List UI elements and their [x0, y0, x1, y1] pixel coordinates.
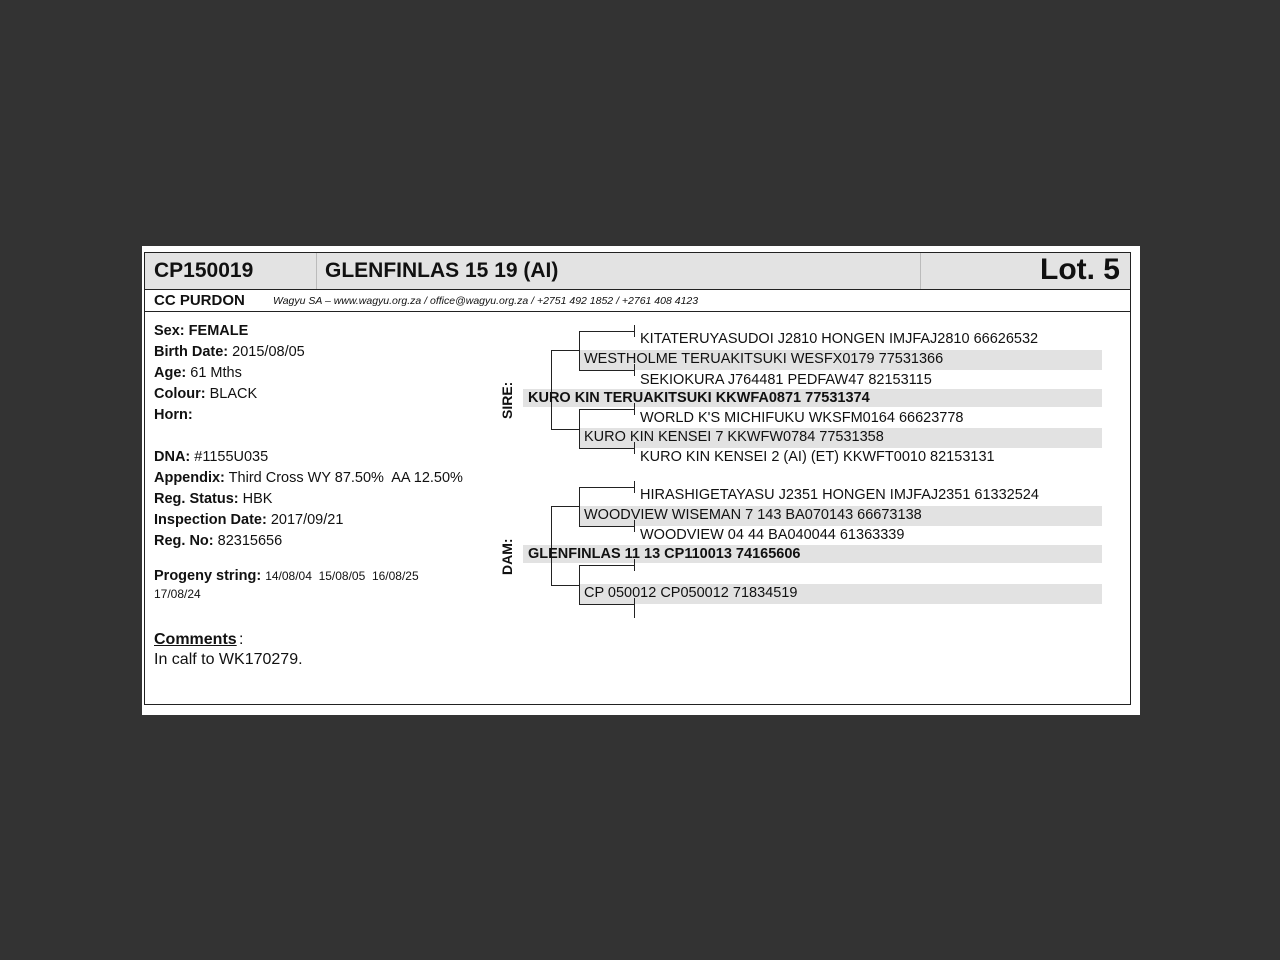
bracket-line	[634, 325, 635, 337]
comments-colon: :	[239, 631, 244, 648]
sire-dam: KURO KIN KENSEI 7 KKWFW0784 77531358	[584, 429, 884, 445]
bracket-line	[579, 526, 635, 527]
card-frame	[144, 252, 1131, 705]
sire-sire-dam: SEKIOKURA J764481 PEDFAW47 82153115	[640, 372, 932, 388]
reg-status-value: HBK	[242, 491, 273, 507]
breeder-name: CC PURDON	[154, 292, 245, 309]
colour-row	[154, 386, 257, 402]
bracket-line	[551, 429, 579, 430]
bracket-line	[551, 506, 579, 507]
sire-dam-dam: KURO KIN KENSEI 2 (AI) (ET) KKWFT0010 82153131	[640, 449, 995, 465]
appendix-row	[154, 470, 463, 486]
comments-text: In calf to WK170279.	[154, 651, 303, 668]
bracket-line	[579, 604, 635, 605]
bracket-line	[579, 448, 635, 449]
horn-label: Horn:	[154, 407, 193, 423]
progeny-label: Progeny string:	[154, 568, 262, 584]
dam-dam: CP 050012 CP050012 71834519	[584, 585, 798, 601]
reg-no-label: Reg. No:	[154, 533, 214, 549]
dam-sire: WOODVIEW WISEMAN 7 143 BA070143 66673138	[584, 507, 922, 523]
inspection-row	[154, 512, 343, 528]
sex-row	[154, 323, 248, 339]
colour-value: BLACK	[209, 386, 258, 402]
sex-label: Sex:	[154, 323, 185, 339]
lot-number: Lot. 5	[1040, 253, 1120, 286]
bracket-line	[579, 409, 635, 410]
bracket-line	[634, 481, 635, 493]
progeny-value-cont: 17/08/24	[154, 587, 201, 601]
appendix-label: Appendix:	[154, 470, 225, 486]
dam: GLENFINLAS 11 13 CP110013 74165606	[528, 546, 801, 562]
bracket-line	[579, 565, 580, 605]
birth-row	[154, 344, 305, 360]
sex-value: FEMALE	[188, 323, 249, 339]
header-divider	[920, 253, 921, 289]
dam-sire-dam: WOODVIEW 04 44 BA040044 61363339	[640, 527, 905, 543]
inspection-label: Inspection Date:	[154, 512, 267, 528]
reg-no-row	[154, 533, 282, 549]
lot-card	[142, 246, 1140, 715]
dam-sire-sire: HIRASHIGETAYASU J2351 HONGEN IMJFAJ2351 61332524	[640, 487, 1039, 503]
sire-dam-sire: WORLD K'S MICHIFUKU WKSFM0164 66623778	[640, 410, 964, 426]
age-label: Age:	[154, 365, 187, 381]
sire: KURO KIN TERUAKITSUKI KKWFA0871 77531374	[528, 390, 870, 406]
age-row	[154, 365, 242, 381]
horn-row	[154, 407, 193, 423]
comments-label: Comments	[154, 631, 237, 648]
bracket-line	[579, 487, 580, 527]
sire-side-label: SIRE:	[499, 381, 515, 419]
colour-label: Colour:	[154, 386, 206, 402]
bracket-line	[551, 350, 579, 351]
reg-status-label: Reg. Status:	[154, 491, 239, 507]
animal-name: GLENFINLAS 15 19 (AI)	[325, 259, 559, 282]
contact-info: Wagyu SA – www.wagyu.org.za / office@wagyu.org.za / +2751 492 1852 / +2761 408 4123	[273, 295, 699, 307]
appendix-value: Third Cross WY 87.50% AA 12.50%	[228, 470, 463, 486]
bracket-line	[579, 409, 580, 449]
progeny-value: 14/08/04 15/08/05 16/08/25	[265, 569, 419, 583]
breeder-row	[145, 289, 1130, 312]
dam-side-label: DAM:	[499, 538, 515, 575]
dna-label: DNA:	[154, 449, 191, 465]
card-header	[145, 253, 1130, 290]
dna-row	[154, 449, 268, 465]
sire-sire-sire: KITATERUYASUDOI J2810 HONGEN IMJFAJ2810 66626532	[640, 331, 1039, 347]
bracket-line	[579, 487, 635, 488]
bracket-line	[579, 370, 635, 371]
inspection-value: 2017/09/21	[270, 512, 344, 528]
reg-status-row	[154, 491, 272, 507]
bracket-line	[579, 331, 635, 332]
sire-sire: WESTHOLME TERUAKITSUKI WESFX0179 77531366	[584, 351, 944, 367]
progeny-row	[154, 568, 419, 584]
bracket-line	[579, 565, 635, 566]
birth-label: Birth Date:	[154, 344, 229, 360]
bracket-line	[579, 331, 580, 371]
dna-value: #1155U035	[194, 449, 269, 465]
birth-value: 2015/08/05	[232, 344, 305, 360]
bracket-line	[551, 585, 579, 586]
reg-no-value: 82315656	[217, 533, 283, 549]
animal-id: CP150019	[154, 259, 254, 282]
bracket-line	[634, 598, 635, 618]
age-value: 61 Mths	[190, 365, 242, 381]
header-divider	[316, 253, 317, 289]
